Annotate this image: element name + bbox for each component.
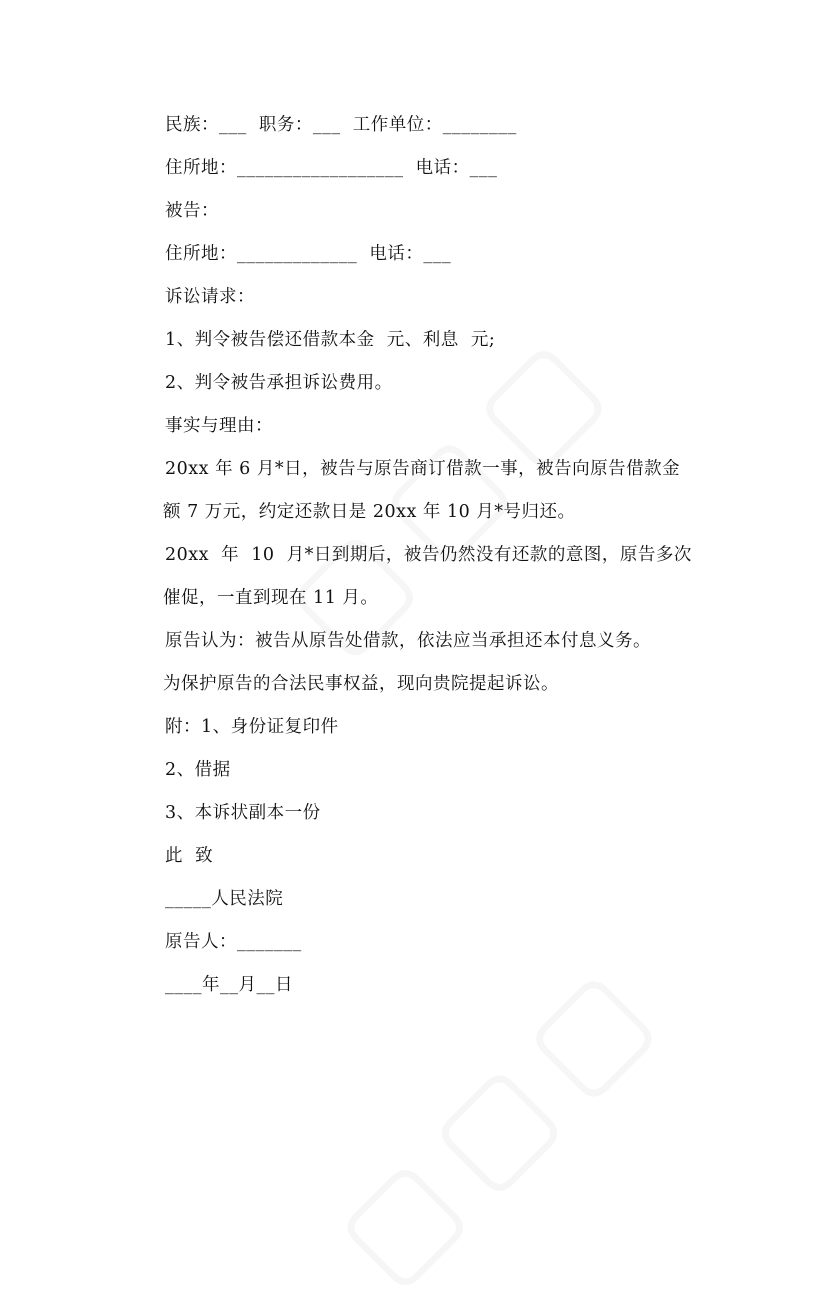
watermark-bottom bbox=[309, 929, 690, 1310]
ethnicity-position-employer-line: 民族：___ 职务：___ 工作单位：________ bbox=[165, 115, 517, 135]
claims-heading: 诉讼请求： bbox=[165, 287, 255, 307]
claim-item-1: 1、判令被告偿还借款本金 元、利息 元; bbox=[165, 330, 496, 350]
defendant-address-phone-line: 住所地：_____________ 电话：___ bbox=[165, 244, 452, 264]
facts-paragraph-1-line-2: 额 7 万元，约定还款日是 20xx 年 10 月*号归还。 bbox=[163, 502, 576, 522]
watermark bbox=[259, 299, 640, 680]
lawsuit-statement: 为保护原告的合法民事权益，现向贵院提起诉讼。 bbox=[163, 674, 559, 694]
facts-paragraph-2-line-2: 催促，一直到现在 11 月。 bbox=[163, 588, 379, 608]
claim-item-2: 2、判令被告承担诉讼费用。 bbox=[165, 373, 393, 393]
plaintiff-address-phone-line: 住所地：__________________ 电话：___ bbox=[165, 158, 498, 178]
plaintiff-opinion: 原告认为：被告从原告处借款，依法应当承担还本付息义务。 bbox=[165, 631, 651, 651]
facts-heading: 事实与理由： bbox=[165, 416, 273, 436]
attachment-item-2: 2、借据 bbox=[165, 760, 231, 780]
salutation: 此 致 bbox=[165, 846, 214, 866]
facts-paragraph-1-line-1: 20xx 年 6 月*日，被告与原告商订借款一事，被告向原告借款金 bbox=[165, 459, 681, 479]
attachment-item-1: 附：1、身份证复印件 bbox=[165, 717, 339, 737]
court-name: _____人民法院 bbox=[165, 889, 284, 909]
facts-paragraph-2-line-1: 20xx 年 10 月*日到期后，被告仍然没有还款的意图，原告多次 bbox=[165, 545, 692, 565]
date-line: ____年__月__日 bbox=[165, 975, 293, 995]
plaintiff-signature: 原告人：_______ bbox=[165, 932, 302, 952]
defendant-heading: 被告： bbox=[165, 201, 219, 221]
attachment-item-3: 3、本诉状副本一份 bbox=[165, 803, 321, 823]
